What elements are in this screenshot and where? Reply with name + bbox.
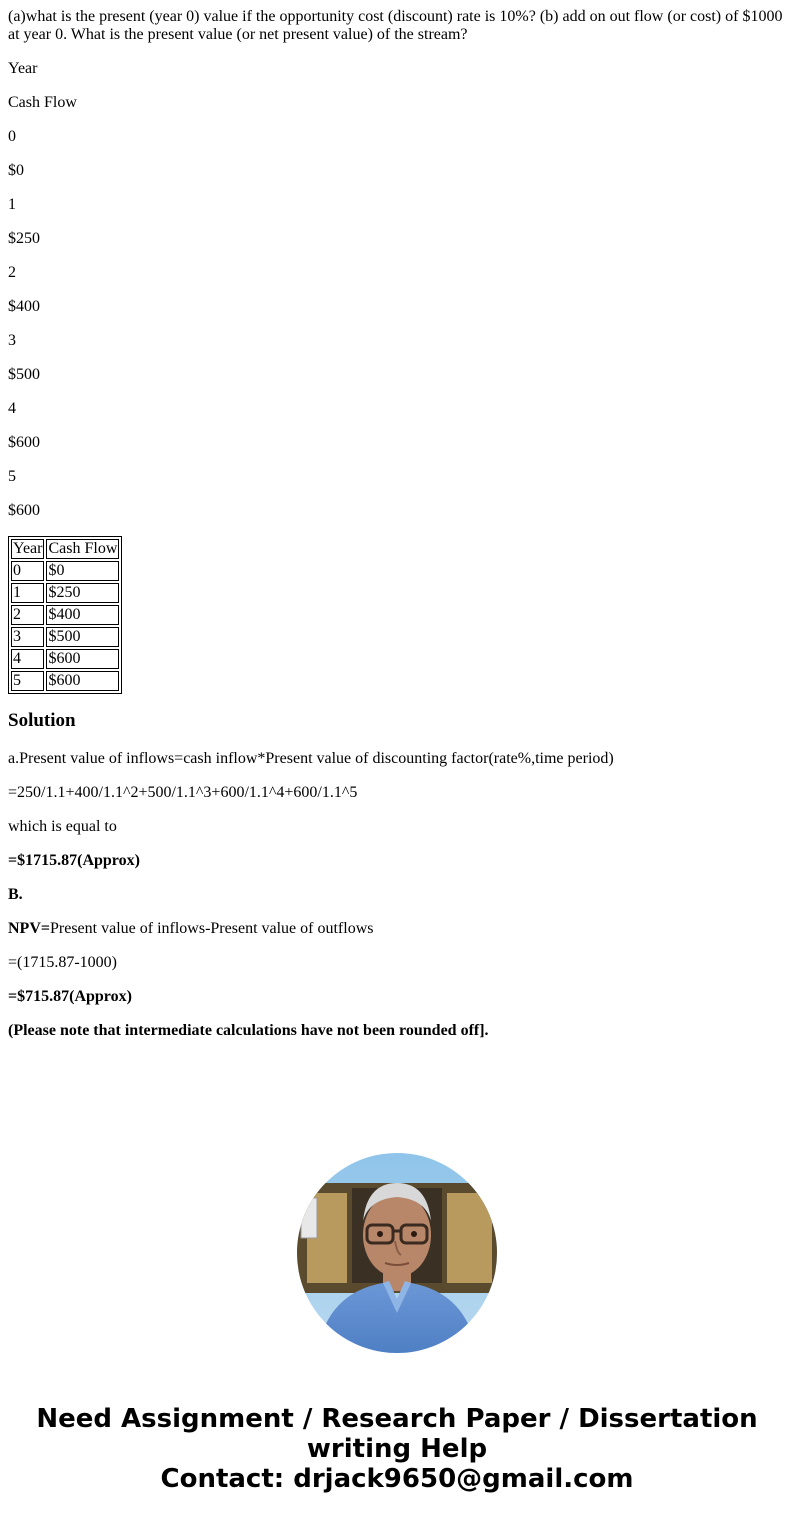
- banner-contact: Contact: drjack9650@gmail.com: [160, 1464, 634, 1494]
- list-cash: $400: [8, 298, 40, 315]
- solution-line: a.Present value of inflows=cash inflow*Present value of discounting factor(rate%,time period): [8, 750, 614, 767]
- table-row: [11, 649, 119, 669]
- author-avatar: [297, 1153, 497, 1353]
- question-text: (a)what is the present (year 0) value if the opportunity cost (discount) rate is 10%? (b) add on out flow (or cost) of $1000 at year 0. What is the present value (or net present value) of the stream?: [8, 8, 783, 43]
- table-cell: 2: [11, 605, 44, 625]
- contact-banner: [0, 1404, 794, 1494]
- table-cell: 0: [11, 561, 44, 581]
- table-row: [11, 583, 119, 603]
- list-year: 2: [8, 264, 16, 281]
- table-cell: $600: [46, 649, 119, 669]
- cash-flow-list: [8, 60, 786, 520]
- list-label-cash-flow: Cash Flow: [8, 94, 77, 111]
- answer-a: =$1715.87(Approx): [8, 852, 140, 869]
- list-year: 1: [8, 196, 16, 213]
- list-cash: $500: [8, 366, 40, 383]
- npv-label: NPV=: [8, 920, 50, 937]
- solution-formula: =250/1.1+400/1.1^2+500/1.1^3+600/1.1^4+600/1.1^5: [8, 784, 358, 801]
- author-photo-icon: [297, 1153, 497, 1353]
- table-header-cell: Year: [13, 540, 43, 557]
- list-cash: $0: [8, 162, 24, 179]
- table-cell: 3: [11, 627, 44, 647]
- table-row: [11, 671, 119, 691]
- table-cell: 5: [11, 671, 44, 691]
- list-cash: $250: [8, 230, 40, 247]
- list-year: 3: [8, 332, 16, 349]
- table-row: [11, 561, 119, 581]
- answer-b: =$715.87(Approx): [8, 988, 132, 1005]
- npv-calculation: =(1715.87-1000): [8, 954, 118, 971]
- table-row: [11, 627, 119, 647]
- table-cell: $400: [46, 605, 119, 625]
- table-row: [11, 605, 119, 625]
- list-year: 5: [8, 468, 16, 485]
- npv-formula: Present value of inflows-Present value of outflows: [50, 920, 374, 937]
- banner-line: Need Assignment / Research Paper / Dissertation: [36, 1404, 758, 1434]
- table-header-cell: Cash Flow: [48, 540, 118, 557]
- table-cell: 1: [11, 583, 44, 603]
- list-label-year: Year: [8, 60, 38, 77]
- banner-line: writing Help: [306, 1434, 488, 1464]
- table-cell: 4: [11, 649, 44, 669]
- table-cell: $250: [46, 583, 119, 603]
- table-cell: $500: [46, 627, 119, 647]
- table-cell: $0: [46, 561, 119, 581]
- rounding-note: (Please note that intermediate calculations have not been rounded off].: [8, 1022, 489, 1039]
- table-cell: $600: [46, 671, 119, 691]
- list-year: 0: [8, 128, 16, 145]
- part-b-label: B.: [8, 886, 23, 903]
- list-cash: $600: [8, 434, 40, 451]
- npv-definition: [8, 920, 786, 938]
- list-year: 4: [8, 400, 16, 417]
- solution-heading: Solution: [8, 710, 76, 731]
- table-header-row: [11, 539, 119, 559]
- list-cash: $600: [8, 502, 40, 519]
- cash-flow-table: [8, 536, 122, 694]
- solution-line: which is equal to: [8, 818, 117, 835]
